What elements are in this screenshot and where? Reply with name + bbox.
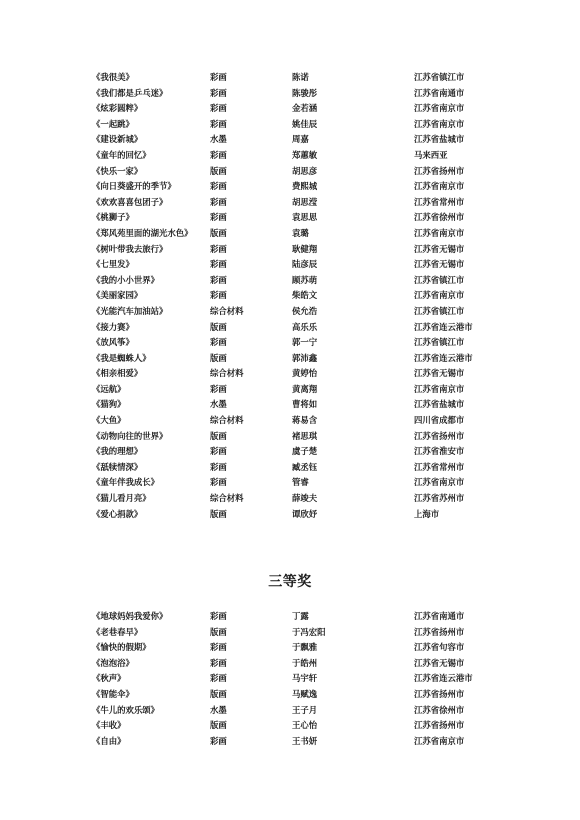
artwork-author: 虞子楚 — [292, 446, 318, 457]
table-row — [92, 164, 512, 180]
table-row — [92, 460, 512, 476]
table-row — [92, 226, 512, 242]
artwork-author: 胡思滢 — [292, 196, 318, 207]
table-row — [92, 273, 512, 289]
artwork-region: 江苏省镇江市 — [414, 274, 465, 285]
artwork-region: 江苏省句容市 — [414, 642, 465, 653]
artwork-medium: 彩画 — [210, 657, 227, 668]
artwork-title: 《动物向往的世界》 — [92, 430, 168, 441]
artwork-title: 《远航》 — [92, 383, 126, 394]
artwork-medium: 水墨 — [210, 134, 227, 145]
artwork-medium: 版画 — [210, 626, 227, 637]
artwork-title: 《美丽家园》 — [92, 290, 143, 301]
artwork-medium: 彩画 — [210, 103, 227, 114]
artwork-region: 江苏省扬州市 — [414, 430, 465, 441]
artwork-region: 江苏省扬州市 — [414, 720, 465, 731]
artwork-title: 《我的小小世界》 — [92, 274, 159, 285]
artwork-region: 江苏省扬州市 — [414, 626, 465, 637]
artwork-title: 《我是蜘蛛人》 — [92, 352, 151, 363]
artwork-author: 曹将如 — [292, 399, 318, 410]
table-row — [92, 671, 512, 687]
artwork-medium: 版画 — [210, 430, 227, 441]
artwork-title: 《一起跳》 — [92, 118, 134, 129]
artwork-medium: 彩画 — [210, 149, 227, 160]
artwork-medium: 彩画 — [210, 181, 227, 192]
table-row — [92, 257, 512, 273]
artwork-region: 马来西亚 — [414, 149, 448, 160]
artwork-region: 江苏省无锡市 — [414, 243, 465, 254]
artwork-author: 郭沛鑫 — [292, 352, 318, 363]
artwork-author: 侯允浩 — [292, 305, 318, 316]
artwork-title: 《郑风苑里面的湖光水色》 — [92, 227, 193, 238]
table-row — [92, 179, 512, 195]
artwork-region: 江苏省无锡市 — [414, 657, 465, 668]
artwork-medium: 彩画 — [210, 72, 227, 82]
table-row — [92, 86, 512, 102]
artwork-medium: 版画 — [210, 508, 227, 519]
artwork-medium: 彩画 — [210, 673, 227, 684]
artwork-title: 《桃狮子》 — [92, 212, 134, 223]
artwork-title: 《牛儿的欢乐颂》 — [92, 704, 159, 715]
artwork-region: 江苏省扬州市 — [414, 688, 465, 699]
artwork-medium: 彩画 — [210, 118, 227, 129]
artwork-region: 江苏省南京市 — [414, 181, 465, 192]
artwork-title: 《七里发》 — [92, 259, 134, 270]
artwork-region: 江苏省镇江市 — [414, 337, 465, 348]
artwork-author: 黄婷怡 — [292, 368, 318, 379]
artwork-medium: 彩画 — [210, 212, 227, 223]
table-row — [92, 148, 512, 164]
artwork-medium: 版画 — [210, 352, 227, 363]
table-row — [92, 413, 512, 429]
artwork-title: 《我们都是乒乓迷》 — [92, 87, 168, 98]
artwork-region: 江苏省南京市 — [414, 118, 465, 129]
artwork-medium: 综合材料 — [210, 368, 244, 379]
artwork-title: 《向日葵盛开的季节》 — [92, 181, 176, 192]
artwork-author: 费熙城 — [292, 181, 318, 192]
artwork-author: 柴皓文 — [292, 290, 318, 301]
artwork-medium: 彩画 — [210, 196, 227, 207]
table-row — [92, 625, 512, 641]
table-row — [92, 475, 512, 491]
artwork-author: 黄离翔 — [292, 383, 318, 394]
artwork-region: 江苏省南通市 — [414, 87, 465, 98]
artwork-medium: 彩画 — [210, 477, 227, 488]
award-list-third-prize — [92, 609, 512, 749]
artwork-author: 于冯宏阳 — [292, 626, 326, 637]
artwork-region: 江苏省盐城市 — [414, 399, 465, 410]
table-row — [92, 382, 512, 398]
artwork-medium: 彩画 — [210, 290, 227, 301]
artwork-medium: 彩画 — [210, 446, 227, 457]
table-row — [92, 132, 512, 148]
artwork-title: 《相亲相爱》 — [92, 368, 143, 379]
table-row — [92, 429, 512, 445]
table-row — [92, 242, 512, 258]
artwork-medium: 综合材料 — [210, 493, 244, 504]
artwork-title: 《自由》 — [92, 735, 126, 746]
artwork-author: 陈诺 — [292, 72, 309, 82]
award-list-continued — [92, 70, 512, 522]
artwork-author: 陈骏彤 — [292, 87, 318, 98]
artwork-region: 江苏省南京市 — [414, 477, 465, 488]
artwork-title: 《放风筝》 — [92, 337, 134, 348]
artwork-region: 江苏省镇江市 — [414, 72, 465, 82]
table-row — [92, 397, 512, 413]
table-row — [92, 335, 512, 351]
artwork-author: 顾苏萌 — [292, 274, 318, 285]
artwork-region: 上海市 — [414, 508, 440, 519]
table-row — [92, 70, 512, 86]
artwork-medium: 彩画 — [210, 274, 227, 285]
artwork-region: 江苏省无锡市 — [414, 368, 465, 379]
table-row — [92, 288, 512, 304]
artwork-title: 《大鱼》 — [92, 415, 126, 426]
artwork-author: 高乐乐 — [292, 321, 318, 332]
artwork-author: 马赋逸 — [292, 688, 318, 699]
artwork-author: 臧丞钰 — [292, 461, 318, 472]
table-row — [92, 734, 512, 750]
artwork-medium: 彩画 — [210, 383, 227, 394]
table-row — [92, 366, 512, 382]
artwork-author: 马宇轩 — [292, 673, 318, 684]
table-row — [92, 351, 512, 367]
artwork-title: 《童年伴我成长》 — [92, 477, 159, 488]
artwork-region: 江苏省南京市 — [414, 227, 465, 238]
artwork-author: 于皓州 — [292, 657, 318, 668]
artwork-title: 《快乐一家》 — [92, 165, 143, 176]
table-row — [92, 210, 512, 226]
artwork-author: 郭一宁 — [292, 337, 318, 348]
artwork-region: 江苏省南通市 — [414, 611, 465, 621]
artwork-title: 《老巷春早》 — [92, 626, 143, 637]
artwork-medium: 彩画 — [210, 611, 227, 621]
table-row — [92, 718, 512, 734]
artwork-title: 《猫狗》 — [92, 399, 126, 410]
artwork-medium: 水墨 — [210, 399, 227, 410]
table-row — [92, 491, 512, 507]
artwork-author: 管睿 — [292, 477, 309, 488]
artwork-title: 《光能汽车加油站》 — [92, 305, 168, 316]
table-row — [92, 703, 512, 719]
artwork-author: 褚思琪 — [292, 430, 318, 441]
artwork-author: 郑蕙敏 — [292, 149, 318, 160]
artwork-title: 《猫儿看月亮》 — [92, 493, 151, 504]
artwork-author: 于飘雅 — [292, 642, 318, 653]
artwork-author: 姚佳辰 — [292, 118, 318, 129]
artwork-author: 周嘉 — [292, 134, 309, 145]
artwork-medium: 版画 — [210, 165, 227, 176]
artwork-author: 谭欣妤 — [292, 508, 318, 519]
artwork-title: 《我很美》 — [92, 72, 134, 82]
artwork-title: 《炫彩圆粹》 — [92, 103, 143, 114]
artwork-medium: 彩画 — [210, 461, 227, 472]
artwork-author: 胡思彦 — [292, 165, 318, 176]
artwork-medium: 彩画 — [210, 87, 227, 98]
artwork-title: 《我的理想》 — [92, 446, 143, 457]
artwork-medium: 彩画 — [210, 735, 227, 746]
table-row — [92, 640, 512, 656]
artwork-title: 《欢欢喜喜包团子》 — [92, 196, 168, 207]
artwork-region: 江苏省扬州市 — [414, 165, 465, 176]
artwork-medium: 水墨 — [210, 704, 227, 715]
artwork-title: 《秋声》 — [92, 673, 126, 684]
artwork-medium: 彩画 — [210, 259, 227, 270]
artwork-region: 江苏省南京市 — [414, 383, 465, 394]
table-row — [92, 507, 512, 523]
artwork-region: 江苏省常州市 — [414, 196, 465, 207]
artwork-title: 《愉快的假期》 — [92, 642, 151, 653]
artwork-region: 江苏省连云港市 — [414, 673, 473, 684]
table-row — [92, 304, 512, 320]
artwork-title: 《接力赛》 — [92, 321, 134, 332]
artwork-title: 《建设新城》 — [92, 134, 143, 145]
artwork-title: 《丰收》 — [92, 720, 126, 731]
table-row — [92, 609, 512, 625]
artwork-title: 《智能伞》 — [92, 688, 134, 699]
artwork-region: 江苏省连云港市 — [414, 352, 473, 363]
table-row — [92, 117, 512, 133]
artwork-region: 四川省成都市 — [414, 415, 465, 426]
artwork-title: 《爱心捐款》 — [92, 508, 143, 519]
artwork-medium: 彩画 — [210, 642, 227, 653]
artwork-title: 《地球妈妈我爱你》 — [92, 611, 168, 621]
artwork-author: 袁璐 — [292, 227, 309, 238]
artwork-author: 王心怡 — [292, 720, 318, 731]
artwork-region: 江苏省连云港市 — [414, 321, 473, 332]
artwork-medium: 版画 — [210, 720, 227, 731]
table-row — [92, 101, 512, 117]
table-row — [92, 444, 512, 460]
artwork-medium: 版画 — [210, 688, 227, 699]
artwork-medium: 彩画 — [210, 337, 227, 348]
artwork-author: 金若涵 — [292, 103, 318, 114]
artwork-medium: 综合材料 — [210, 415, 244, 426]
artwork-author: 丁露 — [292, 611, 309, 621]
artwork-medium: 版画 — [210, 321, 227, 332]
artwork-medium: 彩画 — [210, 243, 227, 254]
artwork-medium: 版画 — [210, 227, 227, 238]
artwork-region: 江苏省徐州市 — [414, 704, 465, 715]
artwork-region: 江苏省淮安市 — [414, 446, 465, 457]
table-row — [92, 195, 512, 211]
artwork-title: 《泡泡浴》 — [92, 657, 134, 668]
artwork-region: 江苏省苏州市 — [414, 493, 465, 504]
artwork-author: 耿健翔 — [292, 243, 318, 254]
artwork-medium: 综合材料 — [210, 305, 244, 316]
table-row — [92, 687, 512, 703]
artwork-region: 江苏省盐城市 — [414, 134, 465, 145]
artwork-author: 王书妍 — [292, 735, 318, 746]
artwork-region: 江苏省南京市 — [414, 290, 465, 301]
artwork-author: 蒋易含 — [292, 415, 318, 426]
artwork-region: 江苏省南京市 — [414, 735, 465, 746]
section-heading-third-prize: 三等奖 — [268, 574, 312, 590]
artwork-author: 袁思思 — [292, 212, 318, 223]
artwork-region: 江苏省徐州市 — [414, 212, 465, 223]
artwork-author: 陆彦辰 — [292, 259, 318, 270]
artwork-region: 江苏省南京市 — [414, 103, 465, 114]
artwork-region: 江苏省镇江市 — [414, 305, 465, 316]
artwork-title: 《舐犊情深》 — [92, 461, 143, 472]
artwork-region: 江苏省无锡市 — [414, 259, 465, 270]
table-row — [92, 656, 512, 672]
artwork-region: 江苏省常州市 — [414, 461, 465, 472]
artwork-title: 《树叶带我去旅行》 — [92, 243, 168, 254]
artwork-title: 《童年的回忆》 — [92, 149, 151, 160]
artwork-author: 王子月 — [292, 704, 318, 715]
artwork-author: 薛竣夫 — [292, 493, 318, 504]
table-row — [92, 320, 512, 336]
